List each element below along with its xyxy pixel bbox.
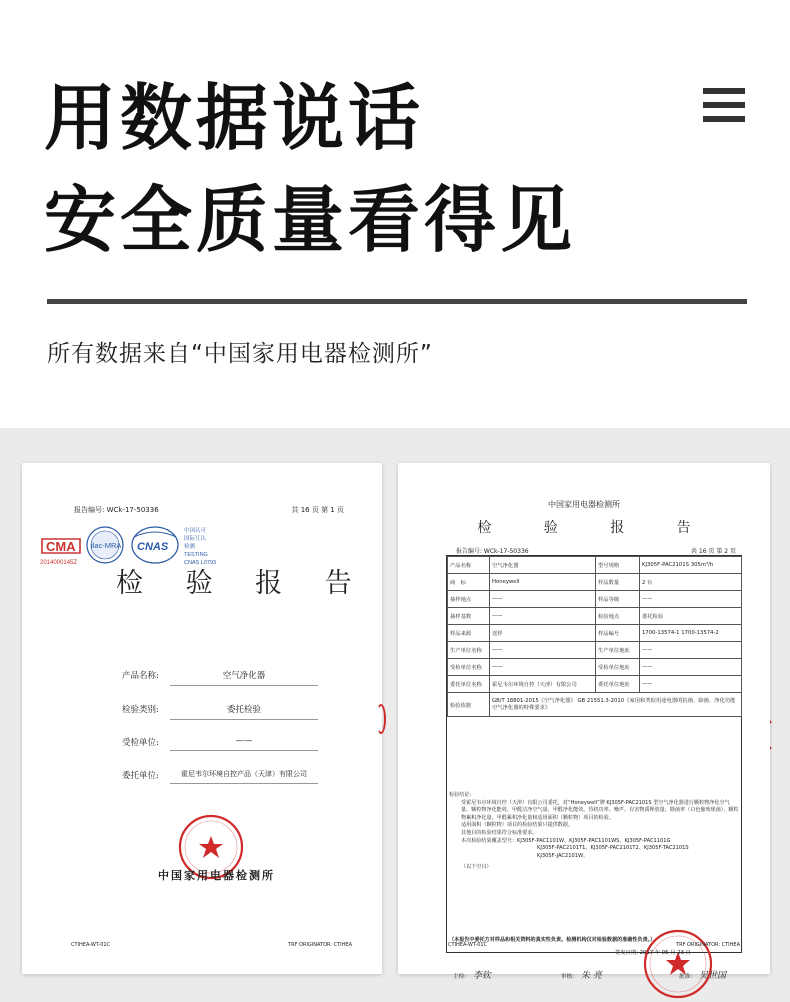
field-inspected-unit: 受检单位: —— [122,736,322,756]
trf-originator: TRF ORIGINATOR: CTIHEA [288,942,352,948]
divider [47,299,747,304]
covered-models: KJ305F-JAC2101W。 [537,852,589,859]
report-cover-page [22,463,382,974]
table-label-cell: 生产单位名称 [448,642,490,659]
table-label-cell: 检验地点 [596,608,640,625]
table-value-cell: —— [490,659,596,676]
cnas-text [184,526,216,566]
table-row [448,557,742,574]
table-value-cell: 委托检验 [640,608,742,625]
reviewer-signature: 朱 亮 [581,971,602,981]
field-test-type: 检验类别: 委托检验 [122,703,322,723]
field-client-unit: 委托单位: 霍尼韦尔环境自控产品（天津）有限公司 [122,769,322,789]
report-number: 报告编号: WCk-17-50336 [456,548,529,555]
svg-text:CNAS: CNAS [137,541,169,553]
table-value-cell: —— [490,642,596,659]
test-basis-cell: GB/T 18801-2015《空气净化器》 GB 21551.3-2010《家用和类似用途电器的抗菌、除菌、净化功能 空气净化器的特殊要求》 [490,693,742,717]
table-value-cell: —— [640,642,742,659]
table-row [448,693,742,717]
svg-text:TESTING: TESTING [184,552,208,558]
table-value-cell: 送样 [490,625,596,642]
conclusion-paragraph: 适用面积（颗粒物）项目的检验结果只提供数据。 [461,822,574,829]
table-label-cell: 抽样基数 [448,608,490,625]
table-label-cell: 抽样地点 [448,591,490,608]
svg-text:2014000145Z: 2014000145Z [40,560,78,566]
conclusion-paragraph: 本次检验结果覆盖型号：KJ305F-PAC1101W、KJ305F-PAC1101WS、KJ305F-PAC1101G [461,837,671,844]
table-label-cell: 商 标 [448,574,490,591]
table-value-cell: —— [640,591,742,608]
issue-date: 签发日期: 2017 年 06 月 23 日 [615,950,691,956]
hamburger-menu-icon[interactable] [703,88,745,122]
report-detail-page [398,463,770,981]
conclusion-block [449,792,739,872]
chief-inspector-label: 主检: [453,974,467,980]
page-count: 共 16 页 第 1 页 [291,506,344,514]
headline-line-1: 用数据说话 [44,76,425,160]
table-value-cell: 2 台 [640,574,742,591]
svg-text:ilac-MRA: ilac-MRA [91,541,122,550]
page-count: 共 16 页 第 2 页 [691,548,736,555]
report-title: 检 验 报 告 [477,520,715,536]
table-label-cell: 委托单位名称 [448,676,490,693]
table-value-cell: 空气净化器 [490,557,596,574]
svg-text:中国认可: 中国认可 [184,528,207,534]
covered-models: KJ305F-PAC2101T1、KJ305F-PAC2101T2、KJ305F-TAC2101S [537,845,689,852]
table-row [448,676,742,693]
headline-line-2: 安全质量看得见 [44,178,577,262]
report-number: 报告编号: WCk-17-50336 [74,506,159,514]
cma-logo [40,539,80,566]
signature-row [447,966,743,986]
table-value-cell: —— [490,608,596,625]
ilac-mra-logo [87,527,123,563]
table-row [448,625,742,642]
table-label-cell: 委托单位地址 [596,676,640,693]
documents-panel [0,428,790,1002]
table-value-cell: —— [640,659,742,676]
blank-note: （以下空白） [461,864,492,871]
form-code: CTIHEA-WT-01C [448,942,488,948]
table-value-cell: KJ305F-PAC2101S 305m³/h [640,557,742,574]
table-value-cell: Honeywell [490,574,596,591]
table-row [448,659,742,676]
data-source-text: 所有数据来自“中国家用电器检测所” [47,341,433,367]
table-label-cell: 检验依据 [448,693,490,717]
table-value-cell: 1700-13574-1 1700-13574-2 [640,625,742,642]
table-label-cell: 产品名称 [448,557,490,574]
trf-originator: TRF ORIGINATOR: CTIHEA [676,942,740,948]
table-label-cell: 受检单位地址 [596,659,640,676]
svg-text:CNAS L0793: CNAS L0793 [184,560,217,566]
field-product-name: 产品名称: 空气净化器 [122,669,322,689]
svg-text:检测: 检测 [184,544,196,550]
table-row [448,591,742,608]
table-label-cell: 样品编号 [596,625,640,642]
reviewer-label: 审核: [561,974,575,980]
chief-inspector-signature: 李钦 [473,971,492,981]
table-label-cell: 型号规格 [596,557,640,574]
table-value-cell: —— [640,676,742,693]
table-label-cell: 样品来源 [448,625,490,642]
conclusion-label: 检验结论: [449,792,472,798]
approver-label: 批准: [679,974,693,980]
table-label-cell: 受检单位名称 [448,659,490,676]
disclaimer-note: （本报告中委托方对样品和相关资料的真实性负责。检测机构仅对检验数据的准确性负责。） [449,937,656,943]
approver-signature: 吴世国 [699,971,727,981]
table-row [448,642,742,659]
hero-section [0,0,790,428]
issuing-organization: 中国家用电器检测所 [158,869,275,882]
conclusion-paragraph: 受霍尼韦尔环境自控（天津）有限公司委托，对“Honeywell”牌 KJ305F-PAC2101S 型空气净化器进行颗粒物净化空气量、颗粒物净化能效、甲醛洁净空气量、甲醛净化能效、待机功率、噪声、有害物质释放量、除菌率（白色葡萄球菌）、颗粒物累积净化量、甲醛累积净化量和适用面积（颗粒物）项目的检验。 [461,799,739,821]
table-label-cell: 生产单位地址 [596,642,640,659]
report-title: 检 验 报 告 [116,568,369,599]
svg-text:国际互认: 国际互认 [184,536,207,542]
seal-edge-mark [376,704,386,734]
table-label-cell: 样品等级 [596,591,640,608]
conclusion-paragraph: 其他目的检验结果符合标准要求。 [461,829,538,836]
form-code: CTIHEA-WT-01C [71,942,111,948]
table-label-cell: 样品数量 [596,574,640,591]
table-row [448,574,742,591]
table-value-cell: —— [490,591,596,608]
table-value-cell: 霍尼韦尔环境自控（天津）有限公司 [490,676,596,693]
svg-text:CMA: CMA [46,539,76,554]
report-table [446,555,742,981]
cnas-logo [132,527,178,563]
table-row [448,608,742,625]
issuing-organization: 中国家用电器检测所 [548,500,620,509]
